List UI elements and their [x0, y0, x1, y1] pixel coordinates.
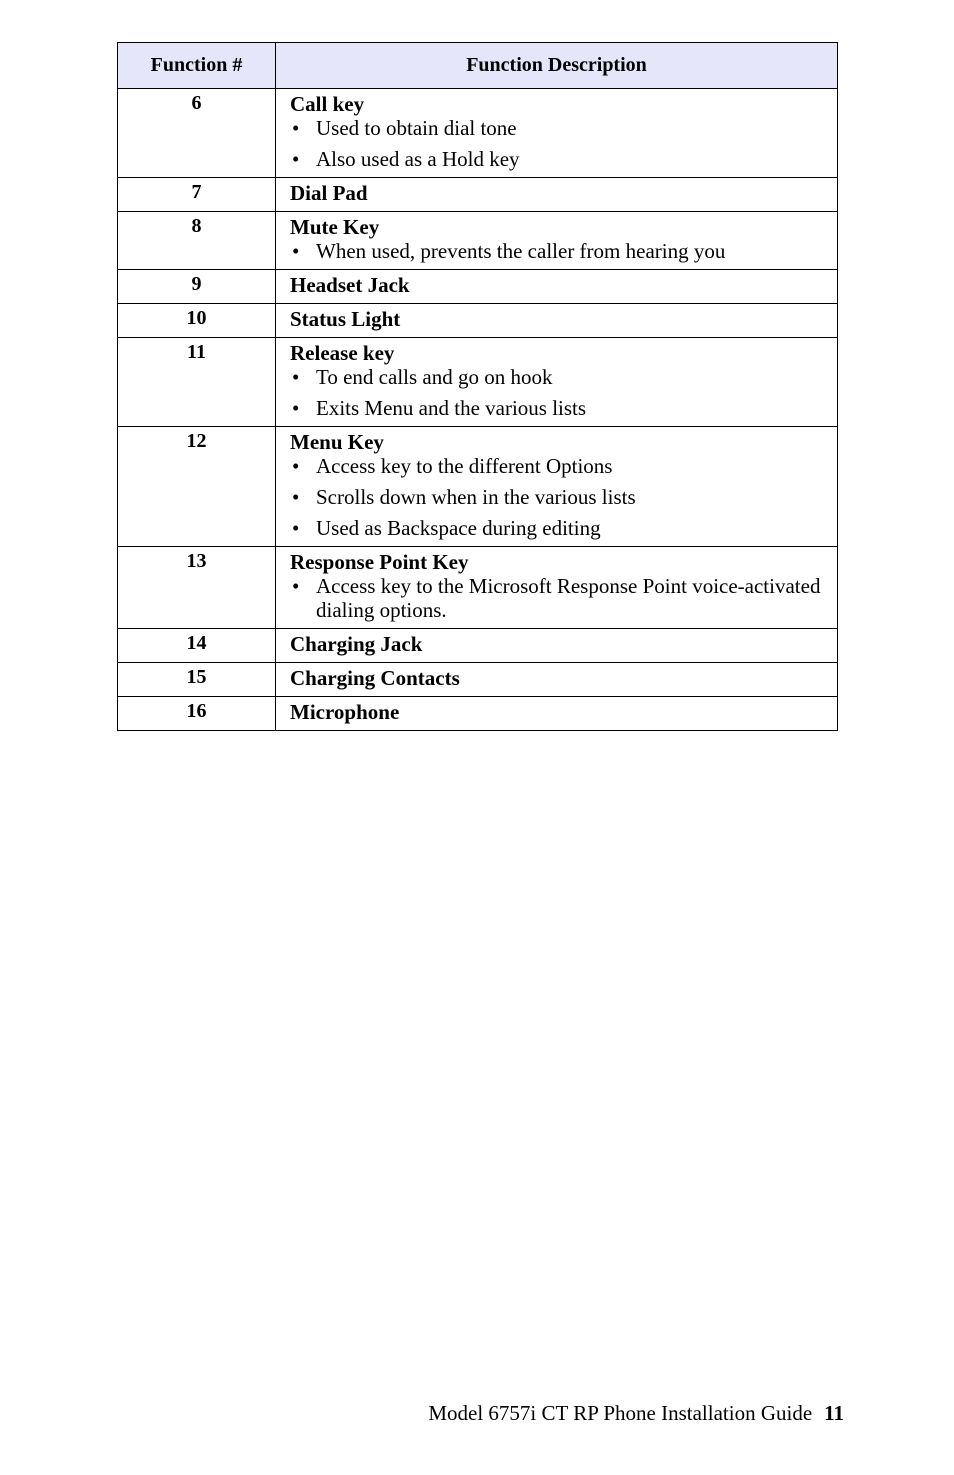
- function-description-cell: [276, 547, 838, 629]
- bullet-list: [290, 454, 829, 540]
- function-number-cell: 8: [118, 212, 276, 270]
- function-description-cell: [276, 338, 838, 427]
- function-description-cell: [276, 212, 838, 270]
- page-footer: [428, 1401, 844, 1426]
- function-number-cell: 16: [118, 697, 276, 731]
- bullet-list: [290, 116, 829, 171]
- footer-title: Model 6757i CT RP Phone Installation Guide: [428, 1401, 813, 1425]
- function-table: [117, 42, 838, 731]
- table-row: [118, 270, 838, 304]
- table-row: [118, 304, 838, 338]
- table-row: [118, 629, 838, 663]
- column-header-function-description: Function Description: [276, 43, 838, 89]
- function-title: Call key: [290, 92, 365, 116]
- bullet-item: • Scrolls down when in the various lists: [290, 485, 829, 509]
- function-number-cell: 10: [118, 304, 276, 338]
- function-description-cell: [276, 89, 838, 178]
- function-number-cell: 15: [118, 663, 276, 697]
- bullet-item: • To end calls and go on hook: [290, 365, 829, 389]
- table-row: [118, 212, 838, 270]
- function-title: Charging Jack: [290, 632, 423, 656]
- bullet-item: • Access key to the Microsoft Response Point voice-activated dialing options.: [290, 574, 829, 622]
- function-number-cell: 7: [118, 178, 276, 212]
- column-header-function-number: Function #: [118, 43, 276, 89]
- function-number-cell: 14: [118, 629, 276, 663]
- table-body: [118, 89, 838, 731]
- function-title: Dial Pad: [290, 181, 368, 205]
- table-row: [118, 178, 838, 212]
- page-number: 11: [824, 1401, 844, 1425]
- function-description-cell: [276, 270, 838, 304]
- function-description-cell: [276, 178, 838, 212]
- function-description-cell: [276, 697, 838, 731]
- function-number-cell: 9: [118, 270, 276, 304]
- function-title: Mute Key: [290, 215, 380, 239]
- bullet-list: [290, 365, 829, 420]
- table-row: [118, 663, 838, 697]
- table-row: [118, 697, 838, 731]
- table-row: [118, 89, 838, 178]
- bullet-item: • When used, prevents the caller from hearing you: [290, 239, 829, 263]
- bullet-list: [290, 574, 829, 622]
- bullet-item: • Used as Backspace during editing: [290, 516, 829, 540]
- function-title: Headset Jack: [290, 273, 410, 297]
- bullet-list: [290, 239, 829, 263]
- function-title: Response Point Key: [290, 550, 469, 574]
- function-description-cell: [276, 663, 838, 697]
- bullet-item: • Also used as a Hold key: [290, 147, 829, 171]
- table-row: [118, 427, 838, 547]
- function-title: Charging Contacts: [290, 666, 460, 690]
- function-description-cell: [276, 629, 838, 663]
- function-title: Release key: [290, 341, 395, 365]
- bullet-item: • Exits Menu and the various lists: [290, 396, 829, 420]
- function-number-cell: 13: [118, 547, 276, 629]
- bullet-item: • Used to obtain dial tone: [290, 116, 829, 140]
- function-number-cell: 12: [118, 427, 276, 547]
- function-number-cell: 11: [118, 338, 276, 427]
- table-row: [118, 547, 838, 629]
- function-number-cell: 6: [118, 89, 276, 178]
- function-title: Menu Key: [290, 430, 384, 454]
- table-row: [118, 338, 838, 427]
- function-description-cell: [276, 304, 838, 338]
- bullet-item: • Access key to the different Options: [290, 454, 829, 478]
- function-description-cell: [276, 427, 838, 547]
- table-header-row: [118, 43, 838, 89]
- function-title: Microphone: [290, 700, 400, 724]
- function-title: Status Light: [290, 307, 401, 331]
